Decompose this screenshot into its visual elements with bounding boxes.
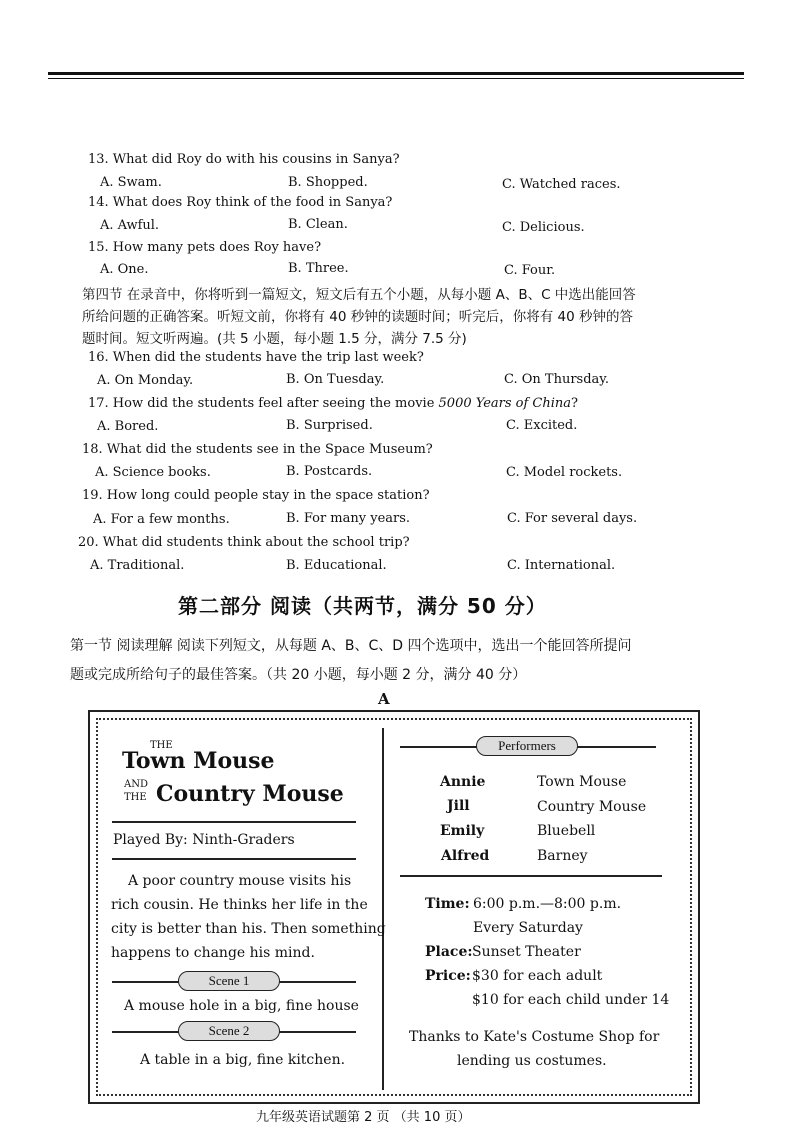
option-20b: B. Educational. bbox=[286, 558, 387, 573]
price-value-2: $10 for each child under 14 bbox=[472, 992, 670, 1008]
option-16c: C. On Thursday. bbox=[504, 372, 610, 387]
title-the-2: THE bbox=[124, 792, 147, 803]
time-value: 6:00 p.m.—8:00 p.m. bbox=[473, 896, 622, 912]
played-by: Played By: Ninth-Graders bbox=[113, 832, 295, 848]
thanks-line-1: Thanks to Kate's Costume Shop for bbox=[409, 1029, 660, 1045]
price-label: Price: bbox=[425, 968, 471, 984]
title-and: AND bbox=[124, 779, 148, 790]
option-14c: C. Delicious. bbox=[502, 220, 585, 235]
option-17a: A. Bored. bbox=[97, 419, 159, 434]
header-rule-thin bbox=[48, 78, 744, 79]
title-country-mouse: Country Mouse bbox=[156, 781, 344, 807]
performer-role: Barney bbox=[537, 848, 588, 864]
question-13: 13. What did Roy do with his cousins in Sanya? bbox=[88, 152, 400, 167]
question-18: 18. What did the students see in the Space Museum? bbox=[82, 442, 433, 457]
performer-role: Bluebell bbox=[537, 823, 596, 839]
question-15: 15. How many pets does Roy have? bbox=[88, 240, 322, 255]
scene2-badge: Scene 2 bbox=[178, 1021, 280, 1041]
option-20a: A. Traditional. bbox=[90, 558, 185, 573]
time-value-2: Every Saturday bbox=[473, 920, 583, 936]
option-17b: B. Surprised. bbox=[286, 418, 373, 433]
section4-line2: 所给问题的正确答案。听短文前，你将有 40 秒钟的读题时间；听完后，你将有 40 秒钟的答 bbox=[82, 309, 634, 325]
question-20: 20. What did students think about the school trip? bbox=[78, 535, 410, 550]
option-14a: A. Awful. bbox=[100, 218, 160, 233]
page-footer: 九年级英语试题第 2 页 （共 10 页） bbox=[256, 1110, 471, 1125]
question-17 bbox=[88, 396, 578, 411]
scene1-badge: Scene 1 bbox=[178, 971, 280, 991]
option-19c: C. For several days. bbox=[507, 511, 638, 526]
option-13a: A. Swam. bbox=[100, 175, 162, 190]
option-19a: A. For a few months. bbox=[93, 512, 230, 527]
performer-name: Annie bbox=[440, 774, 486, 790]
info-rule bbox=[400, 875, 662, 877]
question-19: 19. How long could people stay in the space station? bbox=[82, 488, 430, 503]
performer-name: Emily bbox=[440, 823, 485, 839]
question-17-text: 17. How did the students feel after seeing the movie bbox=[88, 396, 439, 411]
section4-line1: 第四节 在录音中，你将听到一篇短文，短文后有五个小题，从每小题 A、B、C 中选出能回答 bbox=[82, 287, 636, 303]
option-14b: B. Clean. bbox=[288, 217, 348, 232]
question-17-end: ? bbox=[571, 396, 579, 411]
left-rule-2 bbox=[112, 858, 356, 860]
story-line-4: happens to change his mind. bbox=[111, 945, 315, 961]
option-16b: B. On Tuesday. bbox=[286, 372, 385, 387]
performer-name: Jill bbox=[447, 798, 470, 814]
part2-title: 第二部分 阅读（共两节，满分 50 分） bbox=[178, 594, 547, 618]
section4-line3: 题时间。短文听两遍。(共 5 小题，每小题 1.5 分，满分 7.5 分) bbox=[82, 331, 467, 347]
question-14: 14. What does Roy think of the food in Sanya? bbox=[88, 195, 393, 210]
price-value: $30 for each adult bbox=[472, 968, 603, 984]
scene2-text: A table in a big, fine kitchen. bbox=[140, 1052, 346, 1068]
option-15b: B. Three. bbox=[288, 261, 349, 276]
part2-sec1-line1: 第一节 阅读理解 阅读下列短文，从每题 A、B、C、D 四个选项中，选出一个能回答所提问 bbox=[70, 638, 632, 654]
performer-role: Country Mouse bbox=[537, 799, 647, 815]
passage-label: A bbox=[378, 690, 390, 708]
title-the-1: THE bbox=[150, 740, 173, 751]
option-18b: B. Postcards. bbox=[286, 464, 373, 479]
scene1-text: A mouse hole in a big, fine house bbox=[124, 998, 359, 1014]
performers-badge: Performers bbox=[476, 736, 578, 756]
place-label: Place: bbox=[425, 944, 473, 960]
option-15c: C. Four. bbox=[504, 263, 556, 278]
option-18c: C. Model rockets. bbox=[506, 465, 623, 480]
option-13c: C. Watched races. bbox=[502, 177, 621, 192]
story-line-2: rich cousin. He thinks her life in the bbox=[111, 897, 368, 913]
option-18a: A. Science books. bbox=[95, 465, 211, 480]
title-town-mouse: Town Mouse bbox=[122, 748, 275, 774]
story-line-1: A poor country mouse visits his bbox=[128, 873, 352, 889]
left-rule-1 bbox=[112, 821, 356, 823]
part2-sec1-line2: 题或完成所给句子的最佳答案。（共 20 小题，每小题 2 分，满分 40 分） bbox=[70, 667, 527, 683]
poster-divider bbox=[382, 728, 384, 1090]
option-13b: B. Shopped. bbox=[288, 175, 368, 190]
option-16a: A. On Monday. bbox=[97, 373, 194, 388]
option-17c: C. Excited. bbox=[506, 418, 578, 433]
thanks-line-2: lending us costumes. bbox=[457, 1053, 607, 1069]
movie-title: 5000 Years of China bbox=[438, 396, 572, 411]
performer-name: Alfred bbox=[441, 848, 490, 864]
option-20c: C. International. bbox=[507, 558, 616, 573]
story-line-3: city is better than his. Then something bbox=[111, 921, 386, 937]
place-value: Sunset Theater bbox=[472, 944, 581, 960]
option-19b: B. For many years. bbox=[286, 511, 411, 526]
time-label: Time: bbox=[425, 896, 470, 912]
option-15a: A. One. bbox=[100, 262, 149, 277]
performer-role: Town Mouse bbox=[537, 774, 627, 790]
header-rule-thick bbox=[48, 72, 744, 75]
question-16: 16. When did the students have the trip last week? bbox=[88, 350, 424, 365]
